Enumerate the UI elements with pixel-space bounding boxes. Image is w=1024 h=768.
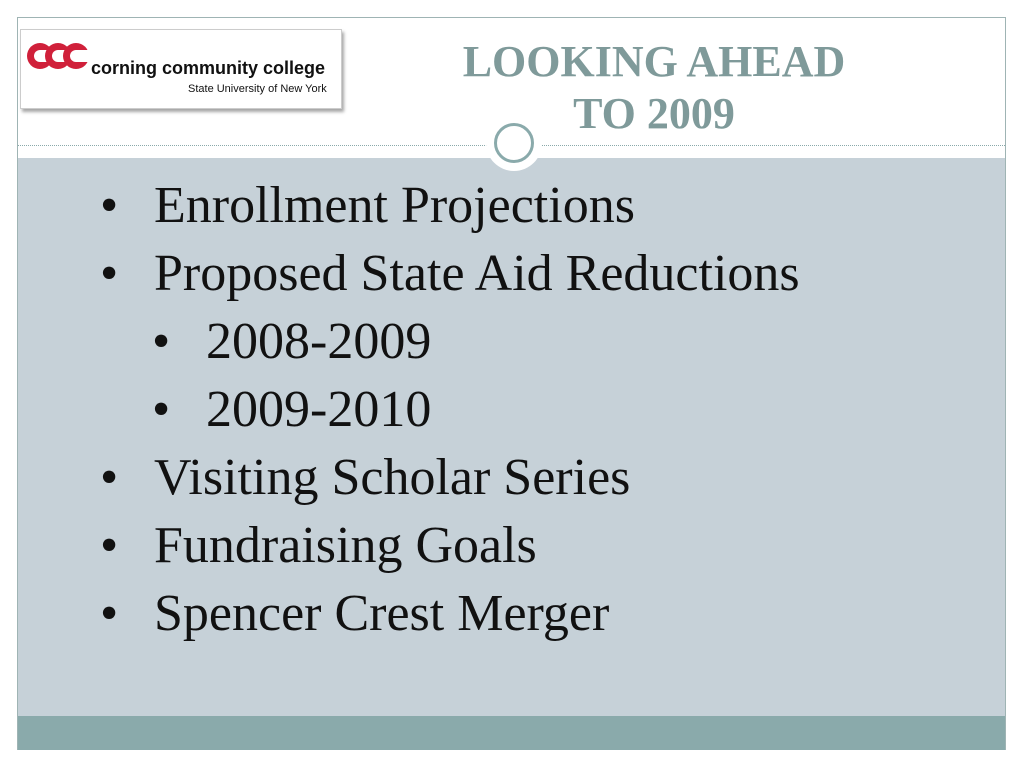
circle-ornament-icon bbox=[486, 115, 542, 171]
sub-bullet-item bbox=[152, 312, 431, 372]
sub-bullet-item bbox=[152, 380, 431, 440]
bullet-dot: • bbox=[152, 313, 171, 370]
college-logo bbox=[20, 29, 342, 109]
bullet-label: Fundraising Goals bbox=[154, 517, 537, 574]
bullet-dot: • bbox=[100, 177, 119, 234]
bullet-label: Enrollment Projections bbox=[154, 177, 635, 234]
logo-college-name: corning community college bbox=[91, 58, 326, 78]
circle-ornament-inner bbox=[494, 123, 534, 163]
bullet-item bbox=[100, 176, 635, 236]
bullet-label: Visiting Scholar Series bbox=[154, 449, 631, 506]
bullet-item bbox=[100, 516, 537, 576]
bullet-label: Proposed State Aid Reductions bbox=[154, 245, 800, 302]
footer-bar bbox=[18, 716, 1005, 750]
sub-bullet-label: 2008-2009 bbox=[206, 313, 432, 370]
bullet-label: Spencer Crest Merger bbox=[154, 585, 610, 642]
bullet-dot: • bbox=[100, 517, 119, 574]
sub-bullet-label: 2009-2010 bbox=[206, 381, 432, 438]
bullet-dot: • bbox=[100, 245, 119, 302]
title-line-1: LOOKING AHEAD bbox=[462, 37, 846, 86]
title-line-2: TO 2009 bbox=[573, 89, 735, 138]
bullet-item bbox=[100, 448, 630, 508]
bullet-item bbox=[100, 244, 800, 304]
bullet-item bbox=[100, 584, 609, 644]
ccc-logo-icon bbox=[26, 34, 90, 78]
bullet-dot: • bbox=[152, 381, 171, 438]
logo-subtitle: State University of New York bbox=[188, 83, 327, 95]
bullet-dot: • bbox=[100, 449, 119, 506]
bullet-dot: • bbox=[100, 585, 119, 642]
